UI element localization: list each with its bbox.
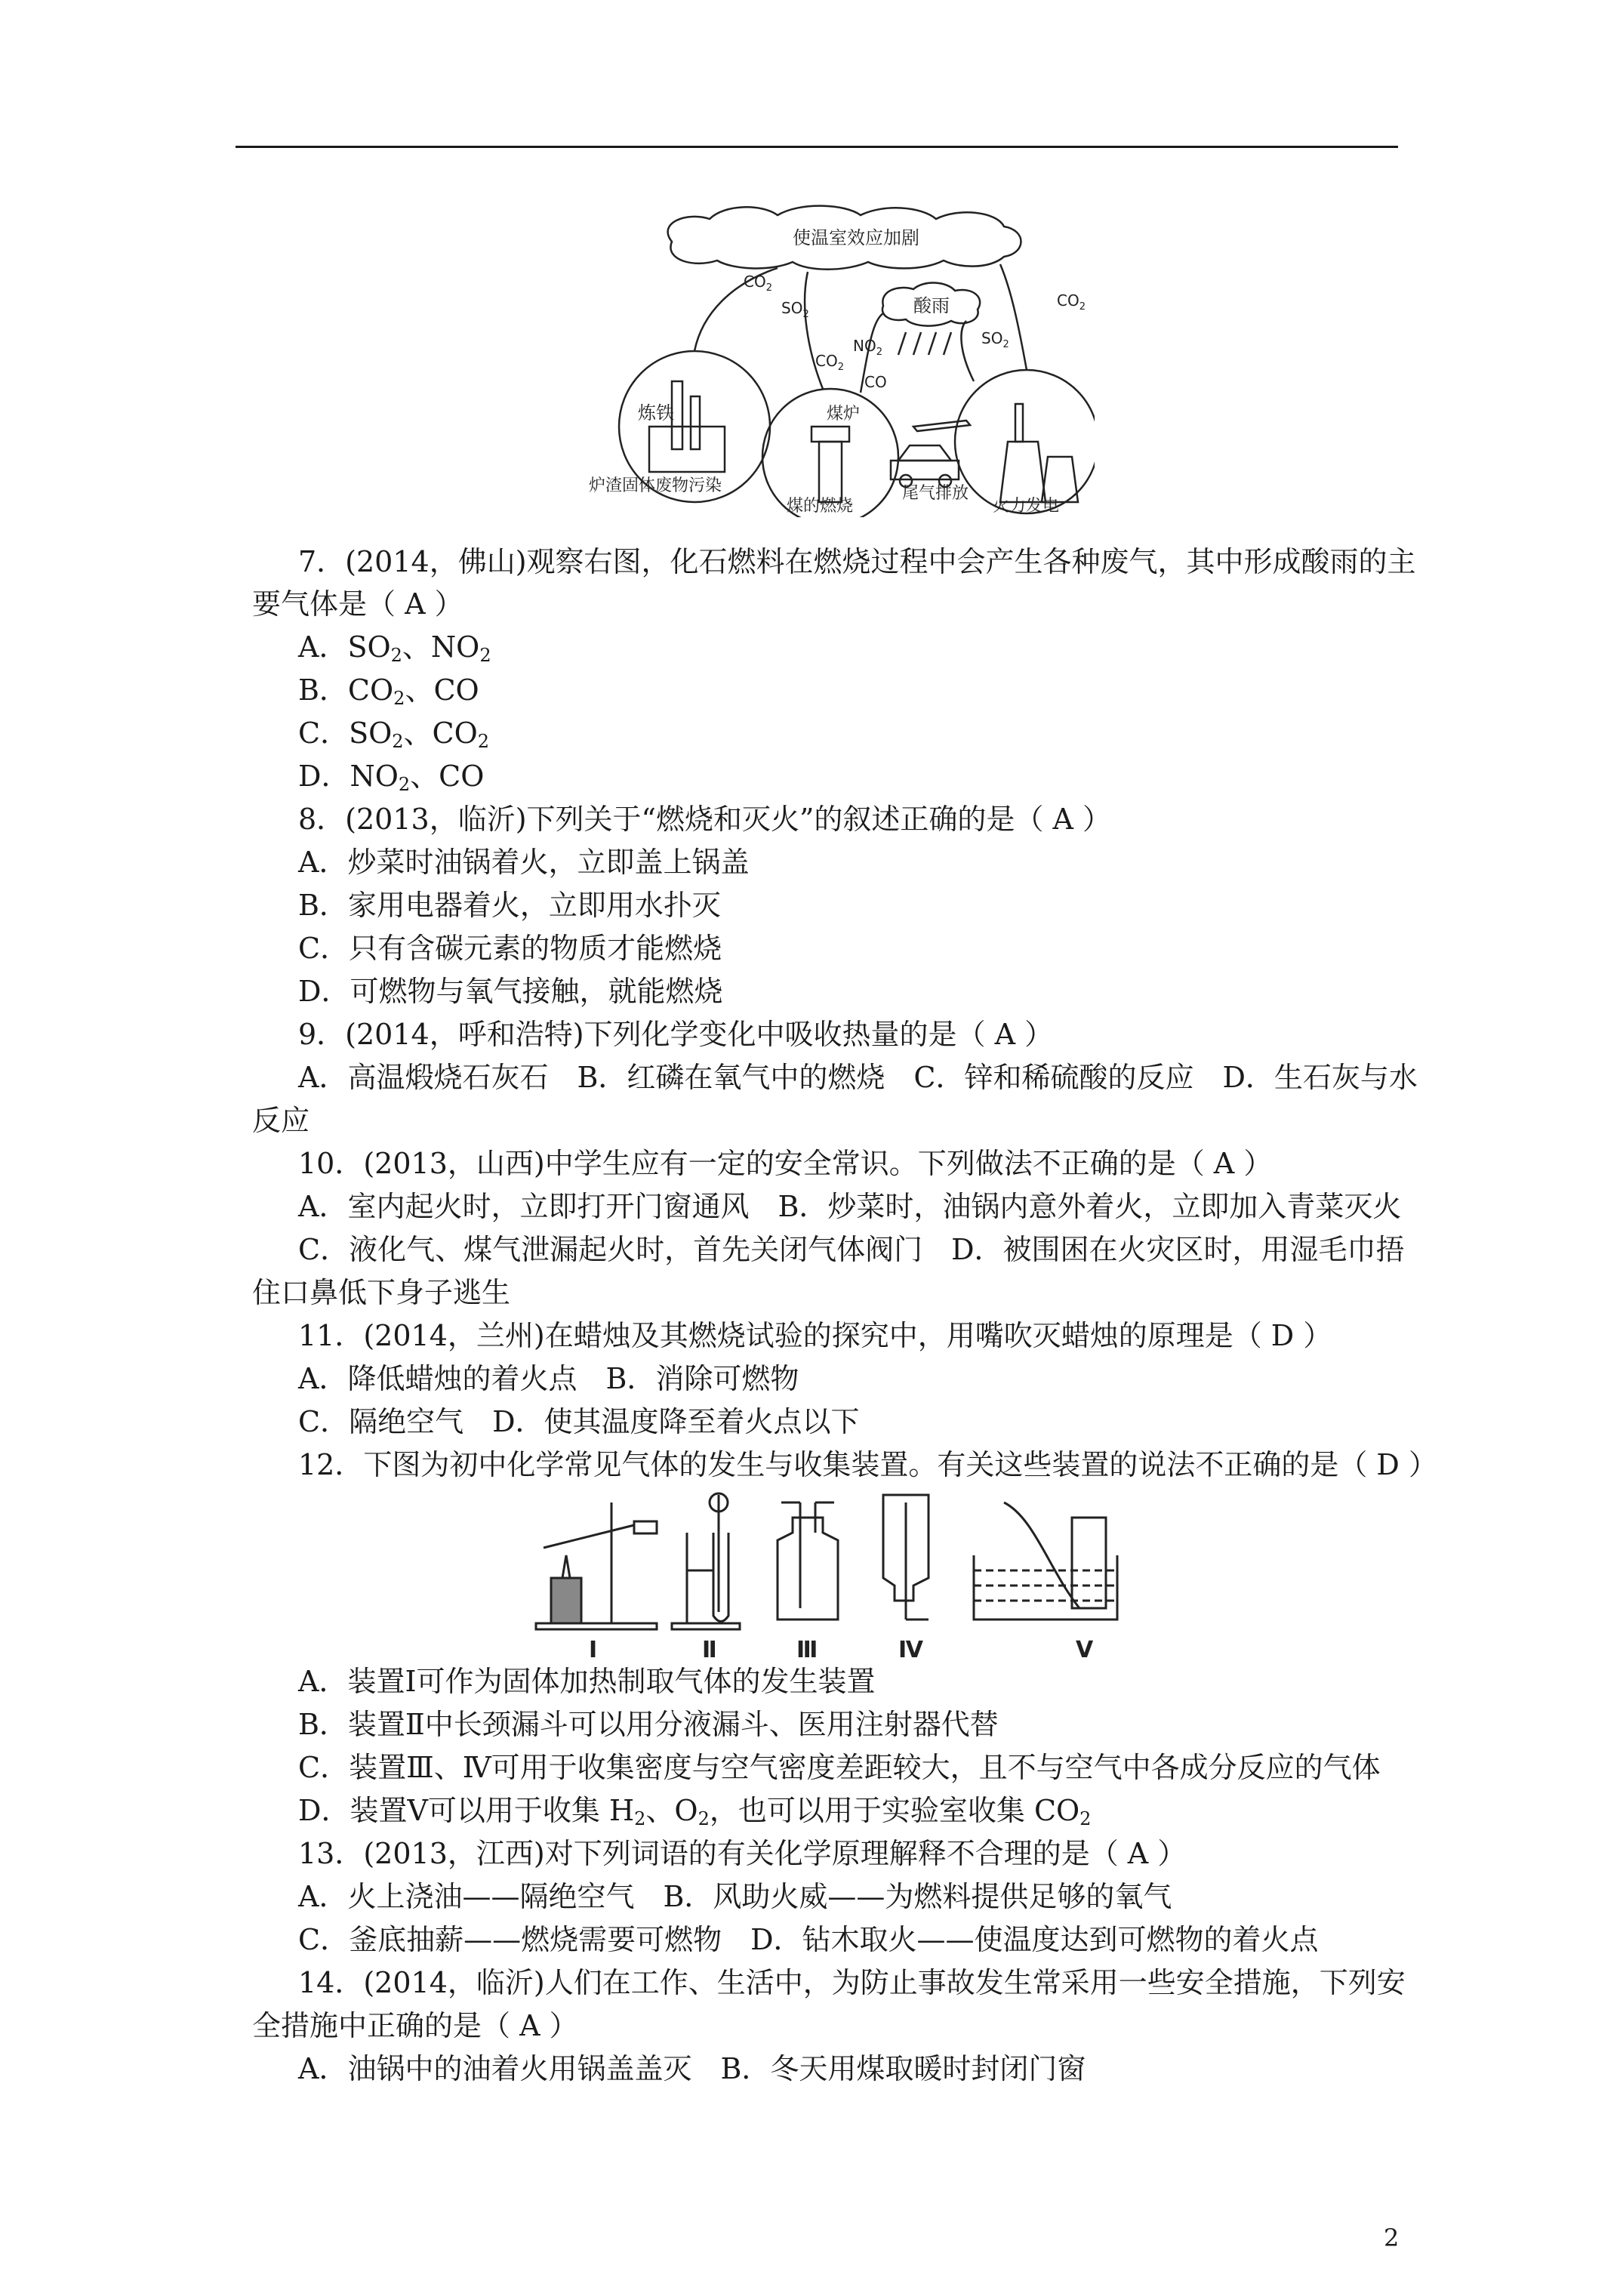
q12-option-d: D．装置Ⅴ可以用于收集 $H_2$、$O_2$，也可以用于实验室收集 $CO_2$: [298, 1794, 1092, 1829]
apparatus-label-4: Ⅳ: [898, 1637, 923, 1661]
slag-label: 炉渣固体废物污染: [589, 476, 722, 495]
apparatus-diagram: [521, 1487, 1223, 1661]
so2-label-1: $SO_2$: [781, 299, 809, 320]
q11-options-cd: C．隔绝空气 D．使其温度降至着火点以下: [298, 1405, 860, 1438]
coal-burning-label: 煤的燃烧: [787, 497, 854, 516]
q8-option-a: A．炒菜时油锅着火，立即盖上锅盖: [298, 846, 750, 879]
no2-label: $NO_2$: [853, 337, 882, 358]
q13-stem: 13．(2013，江西)对下列词语的有关化学原理解释不合理的是（ A ）: [298, 1837, 1187, 1870]
header-rule: [236, 146, 1398, 148]
q12-stem: 12．下图为初中化学常见气体的发生与收集装置。有关这些装置的说法不正确的是（ D ）: [298, 1448, 1437, 1481]
iron-label: 炼铁: [638, 402, 674, 424]
q9-options-2: 反应: [252, 1104, 310, 1137]
q14-options-ab: A．油锅中的油着火用锅盖盖灭 B．冬天用煤取暖时封闭门窗: [298, 2052, 1086, 2085]
q14-stem-1: 14．(2014，临沂)人们在工作、生活中，为防止事故发生常采用一些安全措施，下列安: [298, 1966, 1406, 1999]
q7-stem-2: 要气体是（ A ）: [252, 587, 463, 621]
apparatus-label-3: Ⅲ: [796, 1637, 818, 1661]
apparatus-label-1: I: [589, 1637, 598, 1661]
q7-option-d: D．$NO_2$、CO: [298, 760, 485, 795]
q8-option-b: B．家用电器着火，立即用水扑灭: [298, 889, 721, 922]
q10-options-cd-1: C．液化气、煤气泄漏起火时，首先关闭气体阀门 D．被围困在火灾区时，用湿毛巾捂: [298, 1233, 1405, 1266]
cloud-label: 使温室效应加剧: [793, 227, 919, 248]
q10-options-ab: A．室内起火时，立即打开门窗通风 B．炒菜时，油锅内意外着火，立即加入青菜灭火: [298, 1190, 1402, 1223]
q8-stem: 8．(2013，临沂)下列关于“燃烧和灭火”的叙述正确的是（ A ）: [298, 803, 1111, 836]
q12-option-a: A．装置Ⅰ可作为固体加热制取气体的发生装置: [298, 1665, 876, 1698]
apparatus-label-2: Ⅱ: [702, 1637, 717, 1661]
q13-options-cd: C．釜底抽薪——燃烧需要可燃物 D．钻木取火——使温度达到可燃物的着火点: [298, 1923, 1319, 1956]
apparatus-label-5: V: [1076, 1637, 1094, 1661]
q9-options-1: A．高温煅烧石灰石 B．红磷在氧气中的燃烧 C．锌和稀硫酸的反应 D．生石灰与水: [298, 1061, 1418, 1094]
exhaust-label: 尾气排放: [902, 484, 969, 503]
co2-label-1: $CO_2$: [744, 273, 772, 294]
q13-options-ab: A．火上浇油——隔绝空气 B．风助火威——为燃料提供足够的氧气: [298, 1880, 1172, 1913]
q11-options-ab: A．降低蜡烛的着火点 B．消除可燃物: [298, 1362, 799, 1395]
q10-stem: 10．(2013，山西)中学生应有一定的安全常识。下列做法不正确的是（ A ）: [298, 1147, 1273, 1180]
q8-option-d: D．可燃物与氧气接触，就能燃烧: [298, 975, 723, 1008]
power-plant-label: 火力发电: [993, 497, 1060, 516]
q10-options-cd-2: 住口鼻低下身子逃生: [252, 1276, 511, 1309]
so2-label-2: $SO_2$: [981, 329, 1009, 350]
co2-label-2: $CO_2$: [815, 352, 844, 373]
stove-label: 煤炉: [827, 405, 861, 424]
co-label: CO: [864, 373, 887, 391]
acid-rain-label: 酸雨: [913, 295, 950, 316]
pollution-diagram: [581, 200, 1095, 517]
q7-stem-1: 7．(2014，佛山)观察右图，化石燃料在燃烧过程中会产生各种废气，其中形成酸雨的主: [298, 545, 1416, 578]
q14-stem-2: 全措施中正确的是（ A ）: [252, 2009, 578, 2042]
co2-label-3: $CO_2$: [1057, 291, 1086, 313]
q7-option-c: C．$SO_2$、$CO_2$: [298, 717, 490, 752]
q9-stem: 9．(2014，呼和浩特)下列化学变化中吸收热量的是（ A ）: [298, 1018, 1054, 1051]
q7-option-a: A．$SO_2$、$NO_2$: [298, 630, 491, 666]
page-number: 2: [1384, 2224, 1400, 2252]
q8-option-c: C．只有含碳元素的物质才能燃烧: [298, 932, 722, 965]
q7-option-b: B．$CO_2$、CO: [298, 673, 479, 709]
q11-stem: 11．(2014，兰州)在蜡烛及其燃烧试验的探究中，用嘴吹灭蜡烛的原理是（ D ）: [298, 1319, 1332, 1352]
q12-option-c: C．装置Ⅲ、Ⅳ可用于收集密度与空气密度差距较大，且不与空气中各成分反应的气体: [298, 1751, 1381, 1784]
q12-option-b: B．装置Ⅱ中长颈漏斗可以用分液漏斗、医用注射器代替: [298, 1708, 999, 1741]
